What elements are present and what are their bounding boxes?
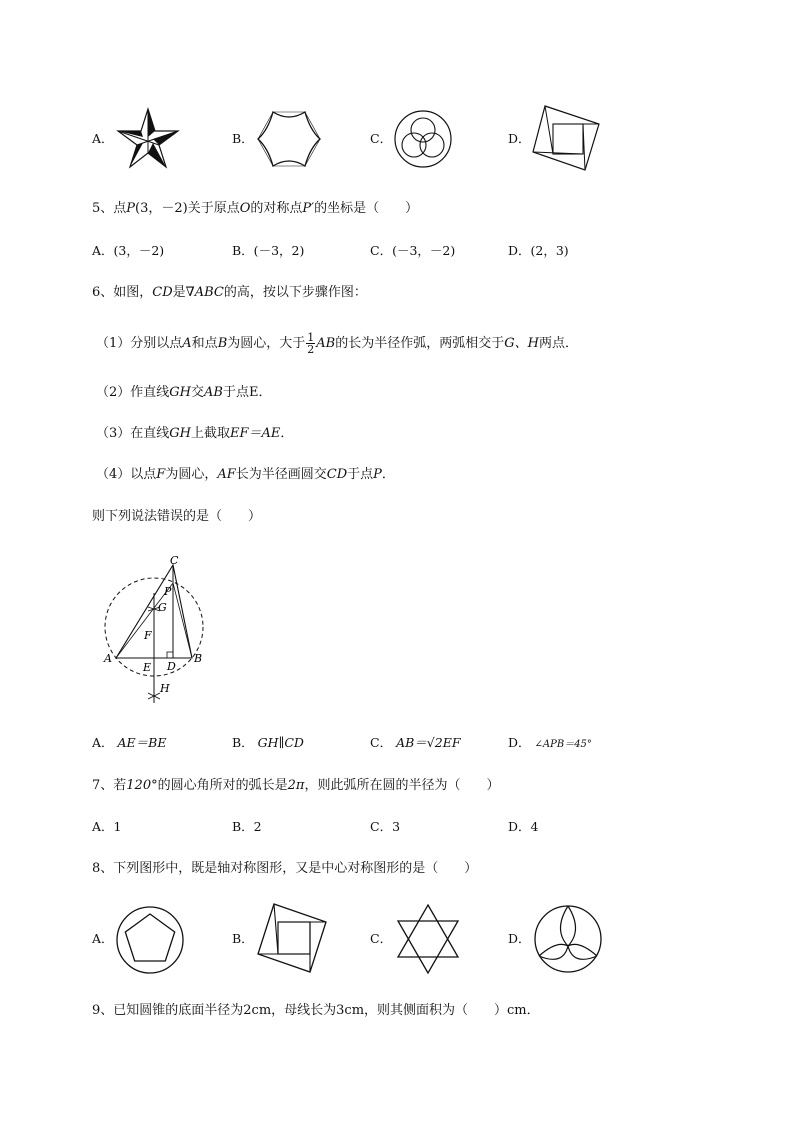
q8-stem: 8、下列图形中，既是轴对称图形，又是中心对称图形的是（ ） (92, 861, 478, 876)
concave-hexagon-icon (256, 110, 322, 168)
q7-stem: 7、若120°的圆心角所对的弧长是2π，则此弧所在圆的半径为（ ） (92, 778, 500, 793)
figure-label-h: H (160, 682, 170, 695)
q6-step-2: （2）作直线GH交AB于点E． (96, 385, 272, 400)
q7-option-b[interactable]: B．2 (232, 819, 262, 834)
q7-option-a[interactable]: A．1 (92, 819, 122, 834)
q4-option-b-label: B． (232, 131, 254, 146)
q8-option-c-label: C． (370, 931, 393, 946)
q4-option-d-label: D． (508, 131, 531, 146)
q5-option-b[interactable]: B．(－3，2) (232, 243, 305, 258)
q6-option-a[interactable]: A． AE＝BE (92, 735, 167, 750)
star-icon (115, 107, 181, 169)
q8-option-a-label: A． (92, 931, 114, 946)
q6-step-4: （4）以点F为圆心，AF长为半径画圆交CD于点P． (96, 467, 395, 482)
q6-stem: 6、如图，CD是∇ABC的高，按以下步骤作图： (92, 285, 367, 300)
figure-label-a: A (104, 652, 112, 665)
q5-option-c[interactable]: C．(－3，－2) (370, 243, 456, 258)
q6-option-b[interactable]: B． GH∥CD (232, 735, 304, 750)
q5-stem: 5、点P(3，－2)关于原点O的对称点P′的坐标是（ ） (92, 201, 419, 216)
q9-stem: 9、已知圆锥的底面半径为2cm，母线长为3cm，则其侧面积为（ ）cm． (92, 1003, 540, 1018)
figure-label-g: G (158, 601, 167, 614)
rotated-squares-icon (256, 902, 328, 974)
triangle-construction-figure (100, 553, 210, 705)
q4-option-a-label: A． (92, 131, 114, 146)
trefoil-circle-icon (533, 904, 603, 974)
q6-option-c[interactable]: C． AB＝√2EF (370, 735, 461, 750)
figure-label-p: P (164, 585, 172, 598)
q8-option-b-label: B． (232, 931, 254, 946)
q5-option-a[interactable]: A．(3，－2) (92, 243, 165, 258)
three-circles-icon (393, 109, 453, 169)
hexagram-icon (393, 903, 463, 975)
q6-step-3: （3）在直线GH上截取EF＝AE． (96, 426, 294, 441)
q6-option-d[interactable]: D． ∠APB＝45° (508, 735, 592, 750)
q8-option-d-label: D． (508, 931, 531, 946)
q7-option-d[interactable]: D．4 (508, 819, 539, 834)
q5-option-d[interactable]: D．(2，3) (508, 243, 569, 258)
figure-label-f: F (144, 629, 152, 642)
one-half-fraction: $\frac{1}{2}$ (307, 331, 315, 356)
q4-option-c-label: C． (370, 131, 393, 146)
figure-label-b: B (194, 652, 203, 665)
rotated-squares-icon (531, 104, 601, 172)
q6-step-1: （1）分别以点A和点B为圆心，大于 $\frac{1}{2}$ AB的长为半径作弧，两弧相交于G、H两点． (96, 331, 578, 356)
q6-question: 则下列说法错误的是（ ） (92, 509, 262, 524)
figure-label-e: E (143, 661, 152, 674)
figure-label-c: C (170, 554, 179, 567)
circle-pentagon-icon (115, 905, 185, 975)
q7-option-c[interactable]: C．3 (370, 819, 401, 834)
figure-label-d: D (167, 660, 176, 673)
